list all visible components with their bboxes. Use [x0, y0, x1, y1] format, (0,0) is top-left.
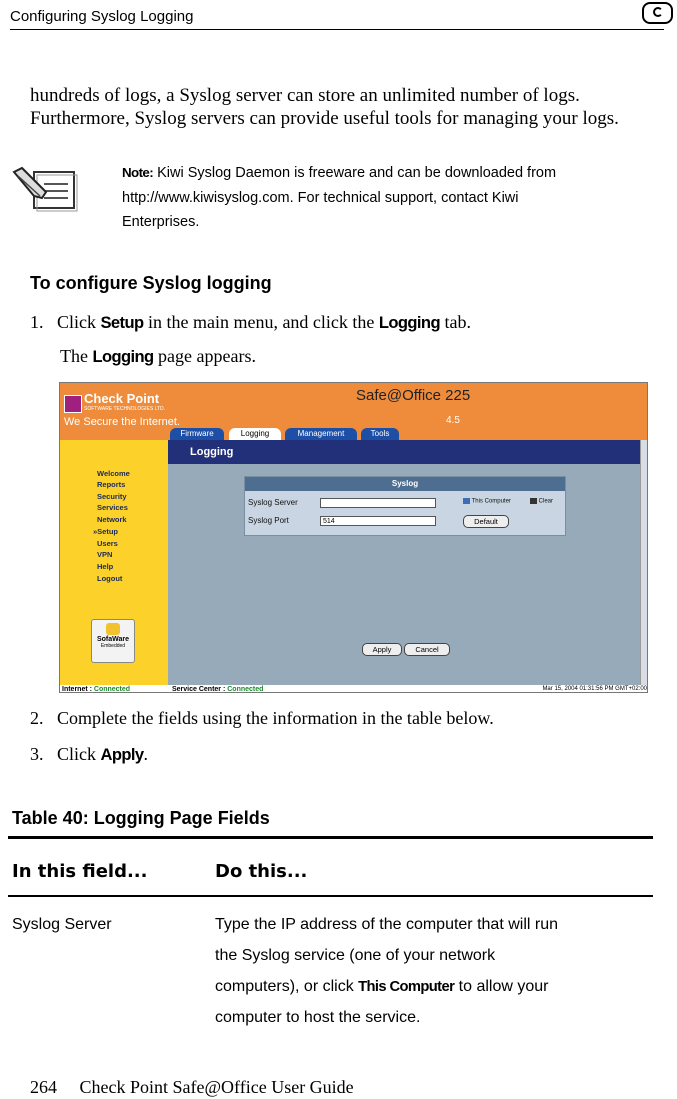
this-computer-term: This Computer — [358, 979, 455, 995]
syslog-port-label: Syslog Port — [248, 516, 289, 525]
page-title-bar — [168, 440, 640, 464]
setup-term: Setup — [100, 313, 144, 332]
result-text-b: page appears. — [153, 346, 256, 366]
brand-subtitle: SOFTWARE TECHNOLOGIES LTD. — [84, 406, 166, 412]
page-title: Logging — [190, 446, 234, 458]
menu-services[interactable]: Services — [97, 503, 128, 512]
status-service-label: Service Center : — [172, 686, 228, 693]
syslog-panel — [244, 476, 566, 536]
apply-term: Apply — [100, 745, 144, 764]
computer-icon — [463, 498, 470, 504]
logging-page-term: Logging — [92, 347, 154, 366]
chapter-icon — [642, 2, 673, 24]
intro-line-1: hundreds of logs, a Syslog server can store an unlimited number of logs. — [30, 85, 580, 106]
table-row-1-field: Syslog Server — [12, 916, 112, 933]
vertical-scrollbar[interactable] — [640, 440, 648, 685]
step-1-number: 1. — [30, 312, 44, 332]
table-row-1-line-1: Type the IP address of the computer that will run — [215, 916, 558, 933]
cancel-button[interactable]: Cancel — [404, 643, 450, 656]
menu-setup[interactable]: »Setup — [93, 527, 119, 536]
step-1-text-a: Click — [57, 312, 101, 332]
note-pencil-icon — [12, 166, 78, 212]
note-line-3: Enterprises. — [122, 214, 200, 230]
page-number: 264 — [30, 1077, 57, 1097]
note-line-1 — [122, 165, 556, 181]
status-internet-value: Connected — [93, 686, 131, 693]
table-caption: Table 40: Logging Page Fields — [12, 808, 270, 828]
clear-link[interactable] — [530, 498, 553, 505]
sofaware-icon — [106, 623, 120, 635]
status-internet — [62, 685, 130, 693]
product-version: 4.5 — [446, 415, 460, 426]
step-1-text-c: tab. — [439, 312, 471, 332]
table-header-rule — [8, 895, 653, 897]
sofaware-top: SofaWare — [96, 636, 130, 643]
intro-line-2: Furthermore, Syslog servers can provide useful tools for managing your logs. — [30, 108, 619, 129]
procedure-heading: To configure Syslog logging — [30, 273, 272, 293]
column-header-field: In this field... — [12, 861, 148, 882]
sofaware-logo — [91, 619, 135, 663]
note-label: Note: — [122, 165, 154, 180]
table-row-1-line-4: computer to host the service. — [215, 1009, 421, 1026]
this-computer-label: This Computer — [471, 498, 511, 505]
footer-title: Check Point Safe@Office User Guide — [79, 1077, 354, 1097]
apply-button[interactable]: Apply — [362, 643, 402, 656]
status-service — [172, 685, 263, 693]
step-2-text: Complete the fields using the information in the table below. — [57, 708, 494, 728]
brand-name: Check Point — [84, 391, 160, 406]
status-service-value: Connected — [227, 686, 264, 693]
step-3-text-b: . — [143, 744, 148, 764]
step-1-text-b: in the main menu, and click the — [143, 312, 379, 332]
table-row-1-line-2: the Syslog service (one of your network — [215, 947, 496, 964]
column-header-action: Do this... — [215, 861, 308, 882]
row-1-text-a: computers), or click — [215, 978, 359, 995]
status-time: Mar 15, 2004 01:31:56 PM GMT+02:00 — [542, 686, 647, 692]
step-2-number: 2. — [30, 708, 44, 728]
table-top-rule — [8, 836, 653, 839]
sofaware-bottom: Embedded — [100, 643, 126, 649]
menu-help[interactable]: Help — [97, 562, 114, 571]
step-1-result — [60, 346, 256, 367]
step-3-number: 3. — [30, 744, 44, 764]
default-button[interactable]: Default — [463, 515, 509, 528]
note-text-1: Kiwi Syslog Daemon is freeware and can be downloaded from — [157, 165, 557, 181]
menu-reports[interactable]: Reports — [97, 480, 126, 489]
menu-security[interactable]: Security — [97, 492, 127, 501]
step-3 — [30, 744, 148, 765]
checkpoint-logo-icon — [64, 395, 82, 413]
product-name: Safe@Office 225 — [356, 387, 471, 404]
syslog-port-input[interactable]: 514 — [320, 516, 436, 526]
clear-icon — [530, 498, 537, 504]
header-divider — [10, 29, 664, 30]
step-2 — [30, 708, 494, 729]
note-line-2: http://www.kiwisyslog.com. For technical support, contact Kiwi — [122, 190, 519, 206]
logging-term: Logging — [378, 313, 440, 332]
tab-firmware[interactable]: Firmware — [170, 428, 224, 440]
menu-logout[interactable]: Logout — [97, 574, 123, 583]
brand-tagline: We Secure the Internet. — [64, 416, 180, 428]
syslog-panel-title: Syslog — [245, 477, 565, 491]
menu-vpn[interactable]: VPN — [97, 550, 113, 559]
this-computer-link[interactable] — [463, 498, 511, 505]
table-row-1-line-3 — [215, 978, 548, 996]
menu-users[interactable]: Users — [97, 539, 118, 548]
clear-label: Clear — [538, 498, 554, 505]
result-text-a: The — [60, 346, 93, 366]
logging-page-screenshot — [59, 382, 648, 693]
running-header-title: Configuring Syslog Logging — [10, 8, 194, 25]
row-1-text-b: to allow your — [454, 978, 549, 995]
status-internet-label: Internet : — [62, 686, 94, 693]
tab-logging[interactable]: Logging — [229, 428, 281, 440]
tab-tools[interactable]: Tools — [361, 428, 399, 440]
step-1 — [30, 312, 471, 333]
status-bar — [60, 685, 648, 693]
syslog-server-label: Syslog Server — [248, 498, 298, 507]
step-3-text-a: Click — [57, 744, 101, 764]
tab-management[interactable]: Management — [285, 428, 357, 440]
menu-network[interactable]: Network — [97, 515, 127, 524]
page-footer — [30, 1077, 354, 1098]
syslog-server-input[interactable] — [320, 498, 436, 508]
menu-welcome[interactable]: Welcome — [97, 469, 130, 478]
